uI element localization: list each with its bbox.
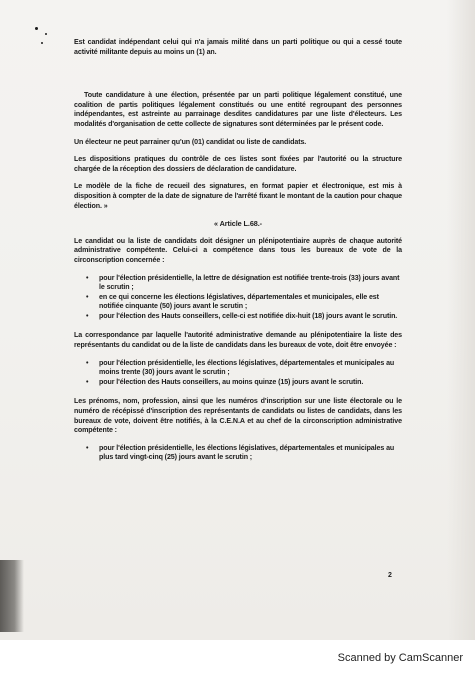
- paragraph-correspondence: La correspondance par laquelle l'autorité administrative demande au plénipotentiaire la liste des représentants du candidat ou de la liste de candidats dans les bureaux de vote, doit être envoyée :: [74, 331, 402, 350]
- paragraph-signature-form: Le modèle de la fiche de recueil des signatures, en format papier et électronique, est mis à disposition à compter de la date de signature de l'arrêté fixant le montant de la caution pour chaque élection. »: [74, 182, 402, 210]
- paragraph-plenipotentiary: Le candidat ou la liste de candidats doit désigner un plénipotentiaire auprès de chaque autorité administrative compétente. Celui-ci a compétence dans tous les bureaux de vote de la circonscription concernée :: [74, 236, 402, 264]
- page-edge-shadow: [447, 0, 475, 640]
- scan-speck: [35, 27, 38, 30]
- list-item: • pour l'élection présidentielle, les élections législatives, départementales et municipales au plus tard vingt-cinq (25) jours avant le scrutin ;: [86, 444, 402, 463]
- article-heading: « Article L.68.-: [213, 219, 262, 229]
- scan-corner-shadow: [0, 560, 24, 632]
- list-item: • pour l'élection des Hauts conseillers, au moins quinze (15) jours avant le scrutin.: [86, 378, 402, 388]
- paragraph-independent-candidate: Est candidat indépendant celui qui n'a jamais milité dans un parti politique ou qui a cessé toute activité militante depuis au moins un (1) an.: [74, 38, 402, 56]
- list-item: • pour l'élection des Hauts conseillers, celle-ci est notifiée dix-huit (18) jours avant le scrutin.: [86, 312, 402, 322]
- list-item: • pour l'élection présidentielle, les élections législatives, départementales et municipales au moins trente (30) jours avant le scrutin ;: [86, 359, 402, 378]
- paragraph-one-sponsor: Un électeur ne peut parrainer qu'un (01) candidat ou liste de candidats.: [74, 137, 307, 146]
- bullet-list-correspondence: [74, 359, 402, 388]
- bullet-list-designation: [74, 274, 402, 322]
- scan-speck: [45, 33, 47, 35]
- paragraph-sponsorship: Toute candidature à une élection, présentée par un parti politique légalement constitué, une coalition de partis politiques légalement constitués ou une entité regroupant des personnes indépendantes, est astreinte au parrainage desdites candidatures par une liste d'électeurs. Les modalités d'organisation de cette collecte de signatures sont déterminées par le présent code.: [74, 91, 402, 128]
- bullet-list-notification: [74, 444, 402, 463]
- paragraph-representatives: Les prénoms, nom, profession, ainsi que les numéros d'inscription sur une liste électorale ou le numéro de récépissé d'inscription des représentants de candidats ou listes de candidats, dans les bureaux de vote, doivent être notifiés, à la C.E.N.A et au chef de la circonscription administrative compétente :: [74, 397, 402, 435]
- scanner-watermark: Scanned by CamScanner: [337, 652, 463, 664]
- page-number: 2: [388, 572, 392, 579]
- scan-speck: [41, 42, 43, 44]
- list-item: • en ce qui concerne les élections législatives, départementales et municipales, elle est notifiée cinquante (50) jours avant le scrutin ;: [86, 293, 402, 312]
- document-body: [74, 38, 402, 473]
- list-item: • pour l'élection présidentielle, la lettre de désignation est notifiée trente-trois (33) jours avant le scrutin ;: [86, 274, 402, 293]
- paragraph-control-provisions: Les dispositions pratiques du contrôle de ces listes sont fixées par l'autorité ou la structure chargée de la réception des dossiers de déclaration de candidature.: [74, 155, 402, 173]
